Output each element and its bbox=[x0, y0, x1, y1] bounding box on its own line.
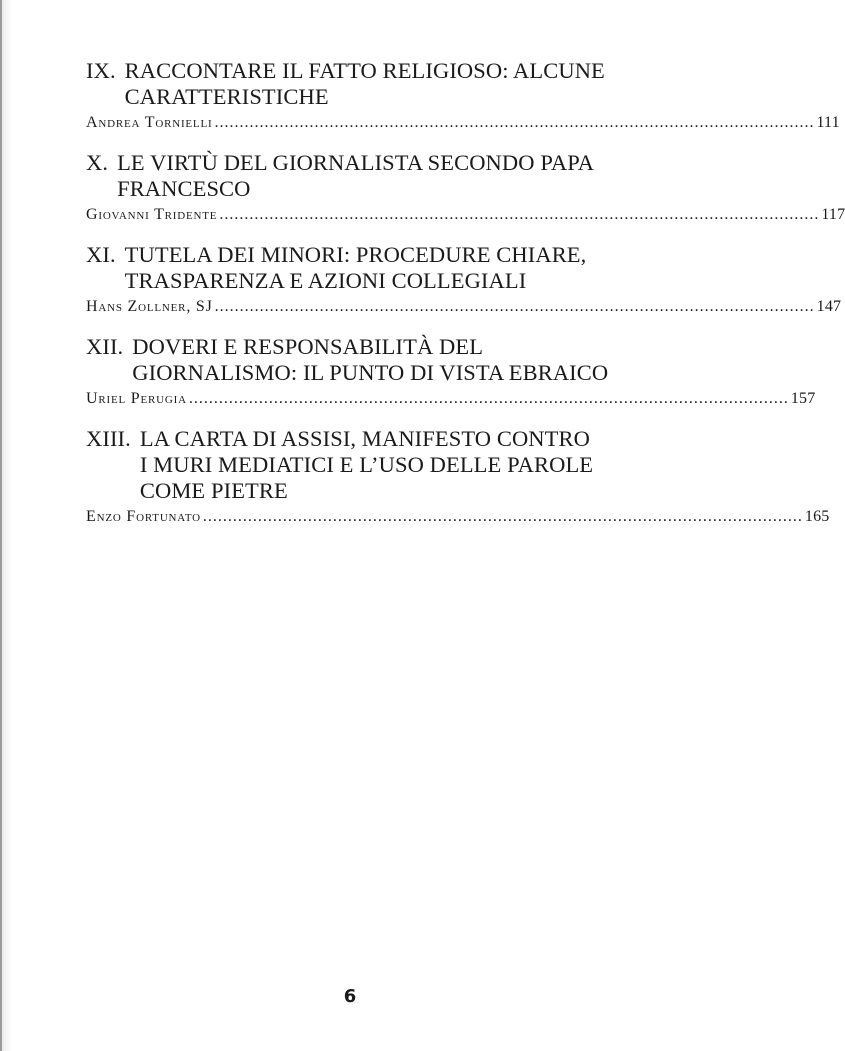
toc-leader-dots: ........................................................................................................................ bbox=[214, 114, 815, 131]
toc-entry-page: 157 bbox=[790, 390, 816, 407]
toc-entry-number: XIII. bbox=[86, 426, 131, 451]
toc-leader-dots: ........................................................................................................................ bbox=[219, 206, 820, 223]
toc-entry-title: DOVERI E RESPONSABILITÀ DEL GIORNALISMO: IL PUNTO DI VISTA EBRAICO bbox=[132, 334, 609, 385]
toc-author-line bbox=[86, 507, 830, 527]
toc-entry-page: 147 bbox=[816, 298, 842, 315]
toc-entry-title-row bbox=[86, 150, 610, 202]
toc-entry-xi bbox=[86, 242, 842, 317]
toc-leader-dots: ........................................................................................................................ bbox=[188, 390, 789, 407]
toc-entry-title-row bbox=[86, 58, 610, 110]
toc-entry-title: TUTELA DEI MINORI: PROCEDURE CHIARE, TRASPARENZA E AZIONI COLLEGIALI bbox=[124, 242, 587, 293]
page-shadow bbox=[2, 0, 12, 1051]
toc-entry-author: Enzo Fortunato bbox=[86, 508, 201, 525]
toc-entry-title-row bbox=[86, 242, 610, 294]
toc-entry-author: Uriel Perugia bbox=[86, 390, 187, 407]
toc-entry-number: XI. bbox=[86, 242, 116, 267]
toc-author-line bbox=[86, 113, 840, 133]
page-number: 6 bbox=[343, 986, 357, 1007]
toc-entry-page: 117 bbox=[821, 206, 845, 223]
toc-entry-xii bbox=[86, 334, 816, 409]
toc-entry-author: Giovanni Tridente bbox=[86, 206, 218, 223]
toc-leader-dots: ........................................................................................................................ bbox=[202, 508, 803, 525]
toc-entry-title: RACCONTARE IL FATTO RELIGIOSO: ALCUNE CARATTERISTICHE bbox=[124, 58, 605, 109]
toc-entry-number: X. bbox=[86, 150, 109, 175]
toc-entry-author: Hans Zollner, SJ bbox=[86, 298, 213, 315]
toc-entry-author: Andrea Tornielli bbox=[86, 114, 213, 131]
toc-entry-xiii bbox=[86, 426, 830, 527]
table-of-contents bbox=[86, 58, 845, 544]
toc-entry-page: 111 bbox=[816, 114, 840, 131]
toc-entry-page: 165 bbox=[804, 508, 830, 525]
toc-entry-number: IX. bbox=[86, 58, 116, 83]
toc-entry-title-row bbox=[86, 426, 610, 504]
toc-entry-ix bbox=[86, 58, 840, 133]
toc-entry-x bbox=[86, 150, 845, 225]
toc-entry-title-row bbox=[86, 334, 610, 386]
toc-entry-title: LE VIRTÙ DEL GIORNALISTA SECONDO PAPA FRANCESCO bbox=[117, 150, 595, 201]
toc-leader-dots: ........................................................................................................................ bbox=[214, 298, 815, 315]
toc-entry-title: LA CARTA DI ASSISI, MANIFESTO CONTRO I MURI MEDIATICI E L’USO DELLE PAROLE COME PIETRE bbox=[139, 426, 594, 503]
toc-author-line bbox=[86, 389, 816, 409]
toc-author-line bbox=[86, 205, 845, 225]
toc-author-line bbox=[86, 297, 842, 317]
toc-entry-number: XII. bbox=[86, 334, 124, 359]
